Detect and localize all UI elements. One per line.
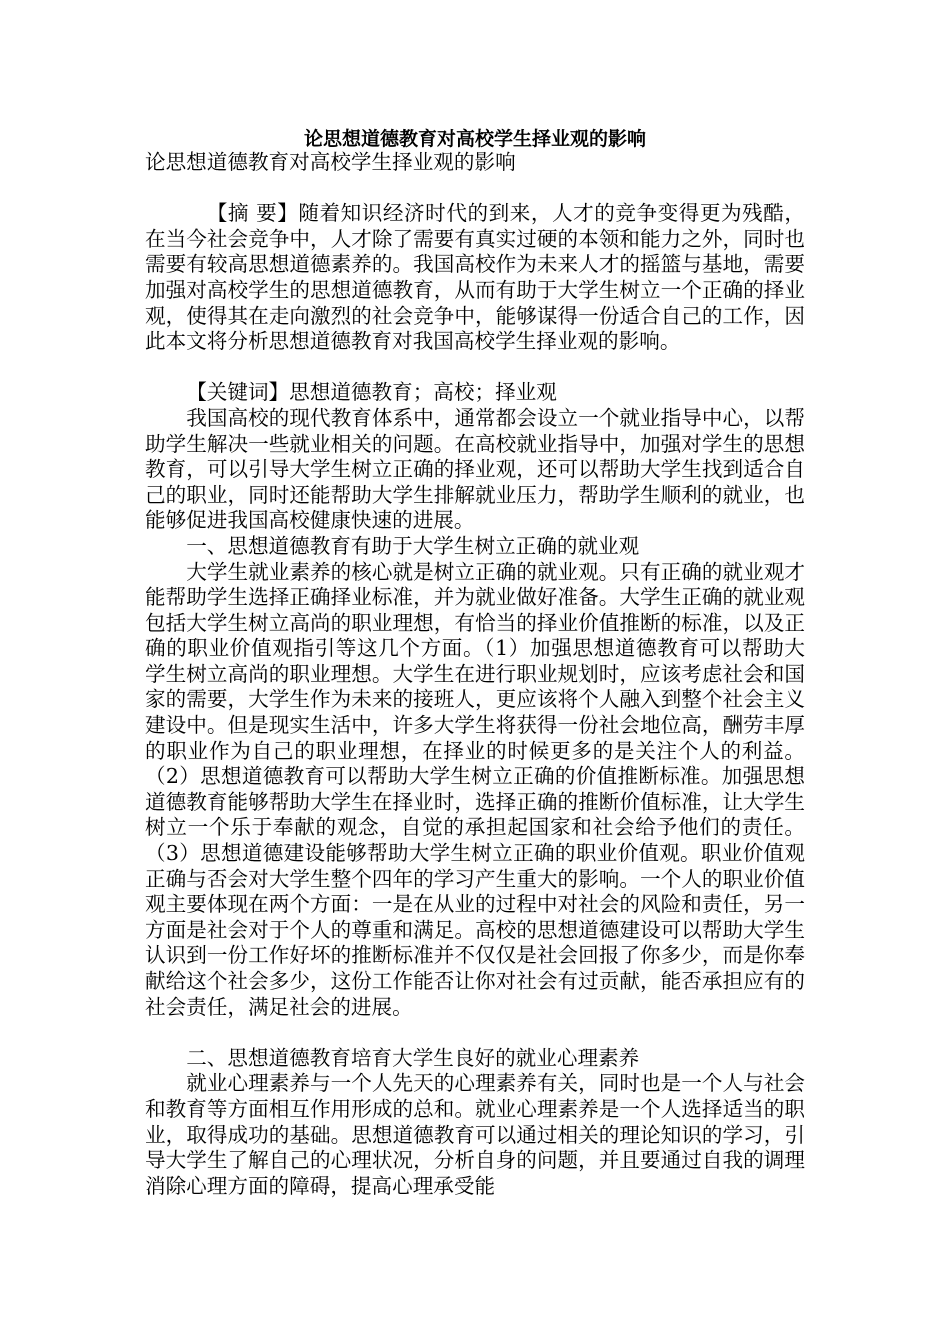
section2-paragraph: 就业心理素养与一个人先天的心理素养有关，同时也是一个人与社会和教育等方面相互作用形成的总和。就业心理素养是一个人选择适当的职业，取得成功的基础。思想道德教育可以通过相关的理论知识的学习，引导大学生了解自己的心理状况，分析自身的问题，并且要通过自我的调理消除心理方面的障碍，提高心理承受能 <box>145 1071 805 1198</box>
document-body <box>145 150 805 1199</box>
blank-line <box>145 355 805 381</box>
section2-heading: 二、思想道德教育培育大学生良好的就业心理素养 <box>186 1045 640 1070</box>
section1-paragraph: 大学生就业素养的核心就是树立正确的就业观。只有正确的就业观才能帮助学生选择正确择业标准，并为就业做好准备。大学生正确的就业观包括大学生树立高尚的职业理想，有恰当的择业价值推断的标准，以及正确的职业价值观指引等这几个方面。（1）加强思想道德教育可以帮助大学生树立高尚的职业理想。大学生在进行职业规划时，应该考虑社会和国家的需要，大学生作为未来的接班人，更应该将个人融入到整个社会主义建设中。但是现实生活中，许多大学生将获得一份社会地位高，酬劳丰厚的职业作为自己的职业理想，在择业的时候更多的是关注个人的利益。（2）思想道德教育可以帮助大学生树立正确的价值推断标准。加强思想道德教育能够帮助大学生在择业时，选择正确的推断价值标准，让大学生树立一个乐于奉献的观念，自觉的承担起国家和社会给予他们的责任。（3）思想道德建设能够帮助大学生树立正确的职业价值观。职业价值观正确与否会对大学生整个四年的学习产生重大的影响。一个人的职业价值观主要体现在两个方面：一是在从业的过程中对社会的风险和责任，另一方面是社会对于个人的尊重和满足。高校的思想道德建设可以帮助大学生认识到一份工作好坏的推断标准并不仅仅是社会回报了你多少，而是你奉献给这个社会多少，这份工作能否让你对社会有过贡献，能否承担应有的社会责任，满足社会的进展。 <box>145 559 805 1019</box>
abstract-paragraph: 【摘 要】随着知识经济时代的到来，人才的竞争变得更为残酷，在当今社会竞争中，人才除了需要有真实过硬的本领和能力之外，同时也需要有较高思想道德素养的。我国高校作为未来人才的摇篮与基地，需要加强对高校学生的思想道德教育，从而有助于大学生树立一个正确的择业观，使得其在走向激烈的社会竞争中，能够谋得一份适合自己的工作，因此本文将分析思想道德教育对我国高校学生择业观的影响。 <box>145 201 805 354</box>
keywords-line: 【关键词】思想道德教育；高校；择业观 <box>186 380 557 405</box>
blank-line <box>145 176 805 202</box>
section1-heading: 一、思想道德教育有助于大学生树立正确的就业观 <box>186 533 640 558</box>
document-title: 论思想道德教育对高校学生择业观的影响 <box>303 128 646 150</box>
blank-line <box>145 1020 805 1046</box>
intro-paragraph: 我国高校的现代教育体系中，通常都会设立一个就业指导中心，以帮助学生解决一些就业相关的问题。在高校就业指导中，加强对学生的思想教育，可以引导大学生树立正确的择业观，还可以帮助大学生找到适合自己的职业，同时还能帮助大学生排解就业压力，帮助学生顺利的就业，也能够促进我国高校健康快速的进展。 <box>145 405 805 533</box>
document-subtitle: 论思想道德教育对高校学生择业观的影响 <box>145 150 516 174</box>
